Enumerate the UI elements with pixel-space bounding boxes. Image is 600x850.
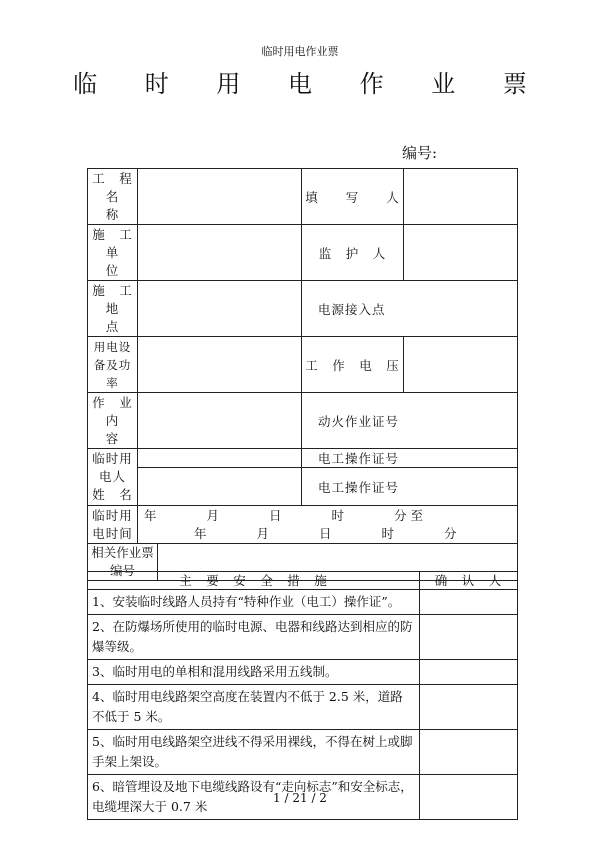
measure-item-5: 5、临时用电线路架空进线不得采用裸线，不得在树上或脚手架上架设。 — [88, 730, 420, 775]
measure-item-1: 1、安装临时线路人员持有“特种作业（电工）操作证”。 — [88, 590, 420, 615]
related-ticket-label: 相关作业票 编号 — [88, 544, 158, 581]
equipment-label: 用电设 备及功 率 — [88, 337, 138, 393]
time-to: 年 月 日 时 分 — [194, 525, 457, 541]
confirm-field-3[interactable] — [420, 660, 518, 685]
power-access-label: 电源接入点 — [302, 281, 518, 337]
work-info-table — [87, 168, 518, 581]
page-number: 1 / 21 / 2 — [273, 791, 327, 805]
confirm-field-2[interactable] — [420, 615, 518, 660]
time-range-field[interactable] — [138, 506, 518, 544]
site-field[interactable] — [138, 281, 302, 337]
content-label: 作 业 内 容 — [88, 393, 138, 449]
confirm-field-1[interactable] — [420, 590, 518, 615]
elec-cert-label-2: 电工操作证号 — [302, 468, 518, 506]
confirm-field-4[interactable] — [420, 685, 518, 730]
filler-label: 填 写 人 — [302, 169, 404, 225]
voltage-field[interactable] — [404, 337, 518, 393]
hotwork-cert-label: 动火作业证号 — [302, 393, 518, 449]
measure-item-2: 2、在防爆场所使用的临时电源、电器和线路达到相应的防爆等级。 — [88, 615, 420, 660]
elec-cert-label-1: 电工操作证号 — [302, 449, 518, 468]
unit-field[interactable] — [138, 225, 302, 281]
serial-number-label: 编号: — [402, 144, 438, 162]
person-field-2[interactable] — [138, 468, 302, 506]
measure-item-3: 3、临时用电的单相和混用线路采用五线制。 — [88, 660, 420, 685]
project-name-label: 工 程 名 称 — [88, 169, 138, 225]
unit-label: 施 工 单 位 — [88, 225, 138, 281]
equipment-field[interactable] — [138, 337, 302, 393]
page-header: 临时用电作业票 — [261, 45, 339, 58]
persons-label: 临时用 电人 姓 名 — [88, 449, 138, 506]
page-title: 临 时 用 电 作 业 票 — [73, 70, 547, 98]
filler-field[interactable] — [404, 169, 518, 225]
person-field-1[interactable] — [138, 449, 302, 468]
measure-item-6: 6、暗管埋设及地下电缆线路设有“走向标志”和安全标志，电缆埋深大于 0.7 米 — [88, 775, 420, 820]
measures-header: 主 要 安 全 措 施 — [88, 572, 420, 590]
measure-item-4: 4、临时用电线路架空高度在装置内不低于 2.5 米，道路不低于 5 米。 — [88, 685, 420, 730]
safety-measures-table — [87, 571, 518, 820]
confirm-field-5[interactable] — [420, 730, 518, 775]
guardian-label: 监 护 人 — [302, 225, 404, 281]
time-from: 年 月 日 时 分 至 — [144, 507, 423, 523]
content-field[interactable] — [138, 393, 302, 449]
time-label: 临时用 电时间 — [88, 506, 138, 544]
voltage-label: 工 作 电 压 — [302, 337, 404, 393]
guardian-field[interactable] — [404, 225, 518, 281]
confirm-header: 确 认 人 — [420, 572, 518, 590]
project-name-field[interactable] — [138, 169, 302, 225]
site-label: 施 工 地 点 — [88, 281, 138, 337]
